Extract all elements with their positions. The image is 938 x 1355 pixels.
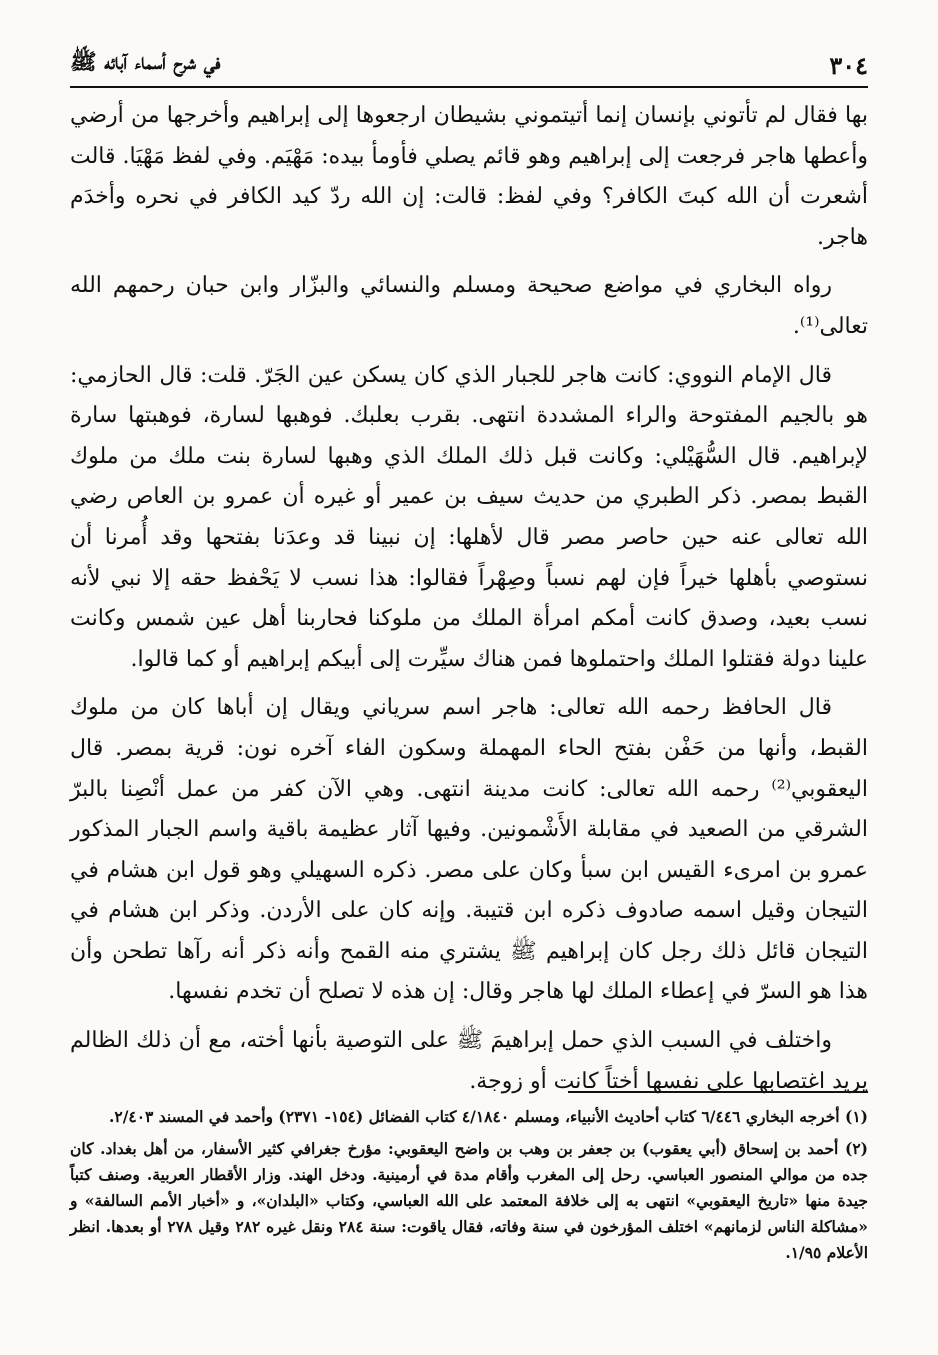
page-number: ٣٠٤ bbox=[829, 51, 868, 80]
footnotes bbox=[70, 1104, 868, 1272]
main-text bbox=[70, 96, 868, 1110]
paragraph: قال الحافظ رحمه الله تعالى: هاجر اسم سرياني ويقال إن أباها كان من ملوك القبط، وأنها من حَفْن بفتح الحاء المهملة وسكون الفاء آخره نون: قرية بمصر. قال اليعقوبي⁽²⁾ رحمه الله تعالى: كانت مدينة انتهى. وهي الآن كفر من عمل أنْصِنا بالبرّ الشرقي من الصعيد في مقابلة الأَشْمونين. وفيها آثار عظيمة باقية واسم الجبار المذكور عمرو بن امرىء القيس ابن سبأ وكان على مصر. ذكره السهيلي وهو قول ابن هشام في التيجان وقيل اسمه صادوف ذكره ابن قتيبة. وإنه كان على الأردن. وذكر ابن هشام في التيجان قائل ذلك رجل كان إبراهيم ﷺ يشتري منه القمح وأنه ذكر أنه رآها تطحن وأن هذا هو السرّ في إعطاء الملك لها هاجر وقال: إن هذه لا تصلح أن تخدم نفسها. bbox=[70, 695, 868, 1005]
page-header bbox=[70, 38, 868, 88]
paragraph: قال الإمام النووي: كانت هاجر للجبار الذي كان يسكن عين الجَرّ. قلت: قال الحازمي: هو بالجيم المفتوحة والراء المشددة انتهى. بقرب بعلبك. فوهبها لسارة، فوهبتها سارة لإبراهيم. قال السُّهَيْلي: وكانت قبل ذلك الملك الذي وهبها لسارة بنت ملك من ملوك القبط بمصر. ذكر الطبري من حديث سيف بن عمير أو غيره أن عمرو بن العاص رضي الله تعالى عنه حين حاصر مصر قال لأهلها: إن نبينا قد وعدَنا بفتحها وقد أُمرنا أن نستوصي بأهلها خيراً فإن لهم نسباً وصِهْراً فقالوا: هذا نسب لا يَحْفظ حقه إلا نبي لأنه نسب بعيد، وصدق كانت أمكم امرأة الملك من ملوكنا فحاربنا أهل عين شمس وكانت علينا دولة فقتلوا الملك واحتملوها فمن هناك سيِّرت إلى أبيكم إبراهيم أو كما قالوا. bbox=[70, 362, 868, 672]
footnote-separator bbox=[568, 1091, 868, 1093]
paragraph: بها فقال لم تأتوني بإنسان إنما أتيتموني بشيطان ارجعوها إلى إبراهيم وأخرجها من أرضي وأعطها هاجر فرجعت إلى إبراهيم وهو قائم يصلي فأومأ بيده: مَهْيَم. وفي لفظ مَهْيَا. قالت أشعرت أن الله كبتَ الكافر؟ وفي لفظ: قالت: إن الله ردّ كيد الكافر في نحره وأخدَم هاجر. bbox=[70, 103, 869, 250]
paragraph: رواه البخاري في مواضع صحيحة ومسلم والنسائي والبزّار وابن حبان رحمهم الله تعالى⁽¹⁾. bbox=[70, 273, 868, 339]
running-title: في شرح أسماء آبائه ﷺ bbox=[70, 49, 221, 75]
footnote: (١) أخرجه البخاري ٦/٤٤٦ كتاب أحاديث الأنبياء، ومسلم ٤/١٨٤٠ كتاب الفضائل (١٥٤- ٢٣٧١) وأحمد في المسند ٢/٤٠٣. bbox=[109, 1107, 868, 1126]
footnote: (٢) أحمد بن إسحاق (أبي يعقوب) بن جعفر بن وهب بن واضح اليعقوبي: مؤرخ جغرافي كثير الأسفار، من أهل بغداد. كان جده من موالي المنصور العباسي. رحل إلى المغرب وأقام مدة في أرمينية. ودخل الهند. وزار الأقطار العربية. وصنف كتباً جيدة منها «تاريخ اليعقوبي» انتهى به إلى خلافة المعتمد على الله العباسي، وكتاب «البلدان»، و «أخبار الأمم السالفة» و «مشاكلة الناس لزمانهم» اختلف المؤرخون في سنة وفاته، فقال ياقوت: سنة ٢٨٤ ونقل غيره ٢٨٢ وقيل ٢٧٨ أو بعدها. انظر الأعلام ١/٩٥. bbox=[70, 1139, 868, 1262]
paragraph: واختلف في السبب الذي حمل إبراهيمَ ﷺ على التوصية بأنها أخته، مع أن ذلك الظالم يريد اغتصابها على نفسها أختاً كانت أو زوجة. bbox=[70, 1028, 868, 1094]
